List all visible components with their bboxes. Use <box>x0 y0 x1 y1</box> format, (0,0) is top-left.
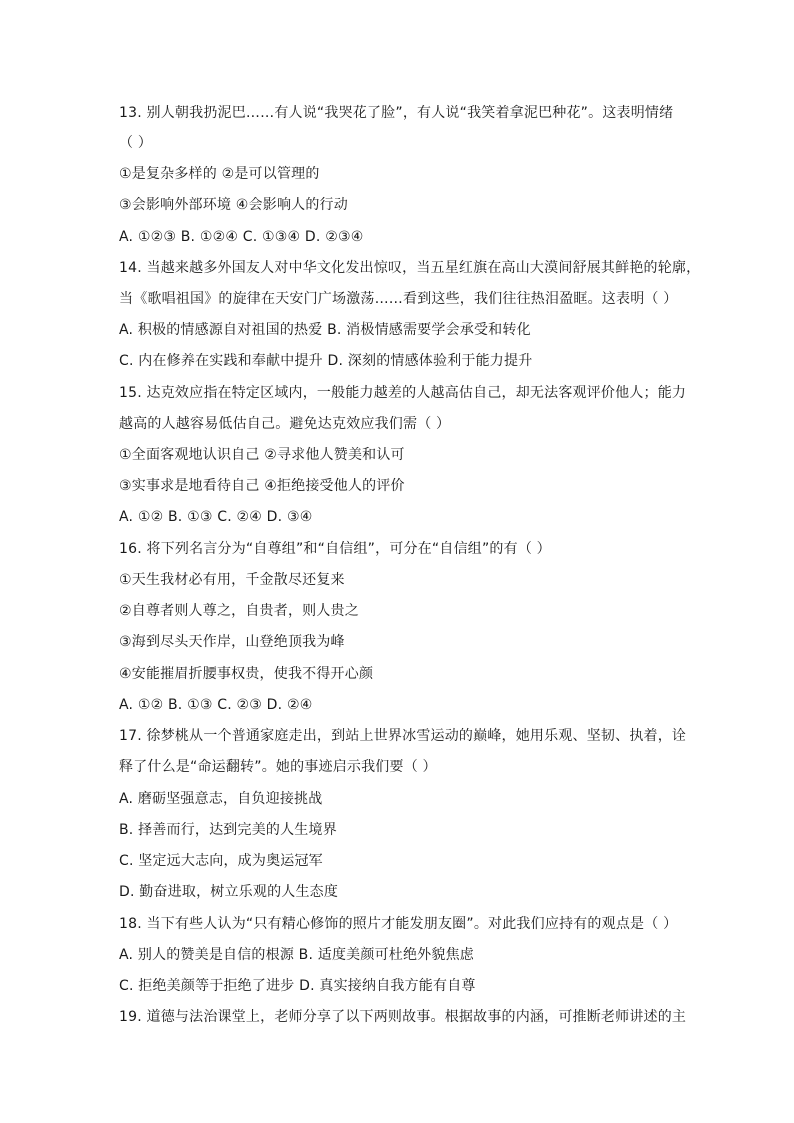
question-13-option-line: ③会影响外部环境 ④会影响人的行动 <box>119 197 348 213</box>
question-18-option-line: C. 拒绝美颜等于拒绝了进步 D. 真实接纳自我方能有自尊 <box>119 978 476 994</box>
question-16-option-line: ③海到尽头天作岸，山登绝顶我为峰 <box>119 634 345 650</box>
question-17-option-d: D. 勤奋进取，树立乐观的人生态度 <box>119 884 339 900</box>
question-17-option-c: C. 坚定远大志向，成为奥运冠军 <box>119 853 323 869</box>
question-16-option-line: ④安能摧眉折腰事权贵，使我不得开心颜 <box>119 666 374 682</box>
question-15-option-line: ①全面客观地认识自己 ②寻求他人赞美和认可 <box>119 447 405 463</box>
question-14-stem-line-1: 14. 当越来越多外国友人对中华文化发出惊叹，当五星红旗在高山大漠间舒展其鲜艳的轮廓， <box>119 260 701 276</box>
question-14-option-line: C. 内在修养在实践和奉献中提升 D. 深刻的情感体验利于能力提升 <box>119 353 533 369</box>
question-16-option-line: ①天生我材必有用，千金散尽还复来 <box>119 572 345 588</box>
question-15-stem-line-2: 越高的人越容易低估自己。避免达克效应我们需（ ） <box>119 416 451 432</box>
question-17-stem-line-2: 释了什么是“命运翻转”。她的事迹启示我们要（ ） <box>119 759 437 775</box>
question-16-choices: A. ①② B. ①③ C. ②③ D. ②④ <box>119 697 313 713</box>
question-16-stem-line-1: 16. 将下列名言分为“自尊组”和“自信组”，可分在“自信组”的有（ ） <box>119 541 551 557</box>
question-13-option-line: ①是复杂多样的 ②是可以管理的 <box>119 166 320 182</box>
question-15-choices: A. ①② B. ①③ C. ②④ D. ③④ <box>119 509 313 525</box>
question-17-option-a: A. 磨砺坚强意志，自负迎接挑战 <box>119 791 323 807</box>
question-15-option-line: ③实事求是地看待自己 ④拒绝接受他人的评价 <box>119 478 405 494</box>
question-14-stem-line-2: 当《歌唱祖国》的旋律在天安门广场激荡……看到这些，我们往往热泪盈眶。这表明（ ） <box>119 291 678 307</box>
question-18-option-line: A. 别人的赞美是自信的根源 B. 适度美颜可杜绝外貌焦虑 <box>119 947 474 963</box>
question-14-option-line: A. 积极的情感源自对祖国的热爱 B. 消极情感需要学会承受和转化 <box>119 322 531 338</box>
question-18-stem-line-1: 18. 当下有些人认为“只有精心修饰的照片才能发朋友圈”。对此我们应持有的观点是（ ） <box>119 916 678 932</box>
question-16-option-line: ②自尊者则人尊之，自贵者，则人贵之 <box>119 603 359 619</box>
question-17-option-b: B. 择善而行，达到完美的人生境界 <box>119 822 337 838</box>
question-13-stem-line-1: 13. 别人朝我扔泥巴……有人说“我哭花了脸”，有人说“我笑着拿泥巴种花”。这表明情绪 <box>119 105 674 121</box>
question-19-stem-line-1: 19. 道德与法治课堂上，老师分享了以下两则故事。根据故事的内涵，可推断老师讲述的主 <box>119 1009 687 1025</box>
question-13-stem-line-2: （ ） <box>119 135 153 151</box>
question-15-stem-line-1: 15. 达克效应指在特定区域内，一般能力越差的人越高估自己，却无法客观评价他人；能力 <box>119 385 687 401</box>
question-17-stem-line-1: 17. 徐梦桃从一个普通家庭走出，到站上世界冰雪运动的巅峰，她用乐观、坚韧、执着，诠 <box>119 728 687 744</box>
question-13-choices: A. ①②③ B. ①②④ C. ①③④ D. ②③④ <box>119 229 364 245</box>
